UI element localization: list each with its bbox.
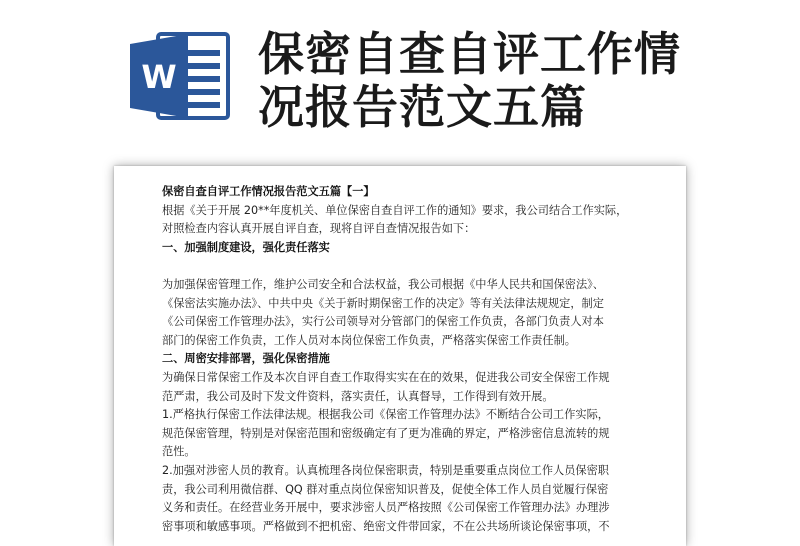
section-heading: 保密自查自评工作情况报告范文五篇【一】 (162, 185, 375, 198)
title-line-2: 况报告范文五篇 (258, 80, 587, 134)
paragraph-line: 部门的保密工作负责，工作人员对本岗位保密工作负责，严格落实保密工作责任制。 (162, 333, 576, 347)
paragraph-line: 《保密法实施办法》、中共中央《关于新时期保密工作的决定》等有关法律法规规定，制定 (162, 296, 604, 310)
paragraph-line: 规范保密管理，特别是对保密范围和密级确定有了更为准确的界定，严格涉密信息流转的规 (162, 426, 610, 440)
paragraph-line: 义务和责任。在经营业务开展中，要求涉密人员严格按照《公司保密工作管理办法》办理涉 (162, 501, 610, 515)
paragraph-line: 责，我公司利用微信群、QQ 群对重点岗位保密知识普及，促使全体工作人员自觉履行保密 (162, 482, 609, 496)
paragraph-line: 《公司保密工作管理办法》，实行公司领导对分管部门的保密工作负责，各部门负责人对本 (162, 315, 604, 329)
word-document-icon (128, 30, 232, 122)
paragraph-line: 对照检查内容认真开展自评自查，现将自评自查情况报告如下： (162, 222, 476, 236)
page-title (258, 28, 698, 134)
title-line-1: 保密自查自评工作情 (258, 27, 681, 81)
section-heading: 一、加强制度建设，强化责任落实 (162, 240, 330, 254)
paragraph-line: 2.加强对涉密人员的教育。认真梳理各岗位保密职责，特别是重要重点岗位工作人员保密职 (162, 463, 609, 477)
paragraph-line: 为加强保密管理工作，维护公司安全和合法权益，我公司根据《中华人民共和国保密法》、 (162, 277, 604, 291)
paragraph-line: 密事项和敏感事项。严格做到不把机密、绝密文件带回家，不在公共场所谈论保密事项，不 (162, 519, 610, 533)
paragraph-line: 1.严格执行保密工作法律法规。根据我公司《保密工作管理办法》不断结合公司工作实际， (162, 408, 609, 422)
section-heading: 二、周密安排部署，强化保密措施 (162, 352, 330, 366)
document-body (162, 183, 646, 536)
page-header (0, 0, 800, 160)
paragraph-line: 为确保日常保密工作及本次自评自查工作取得实实在在的效果，促进我公司安全保密工作规 (162, 370, 610, 384)
paragraph-line: 根据《关于开展 20**年度机关、单位保密自查自评工作的通知》要求，我公司结合工作实际， (162, 203, 628, 217)
word-icon-letter: W (141, 58, 177, 96)
paragraph-line: 范性。 (162, 445, 196, 459)
blank-line (162, 257, 646, 276)
document-page (114, 166, 686, 546)
paragraph-line: 范严肃，我公司及时下发文件资料，落实责任，认真督导，工作得到有效开展。 (162, 389, 554, 403)
